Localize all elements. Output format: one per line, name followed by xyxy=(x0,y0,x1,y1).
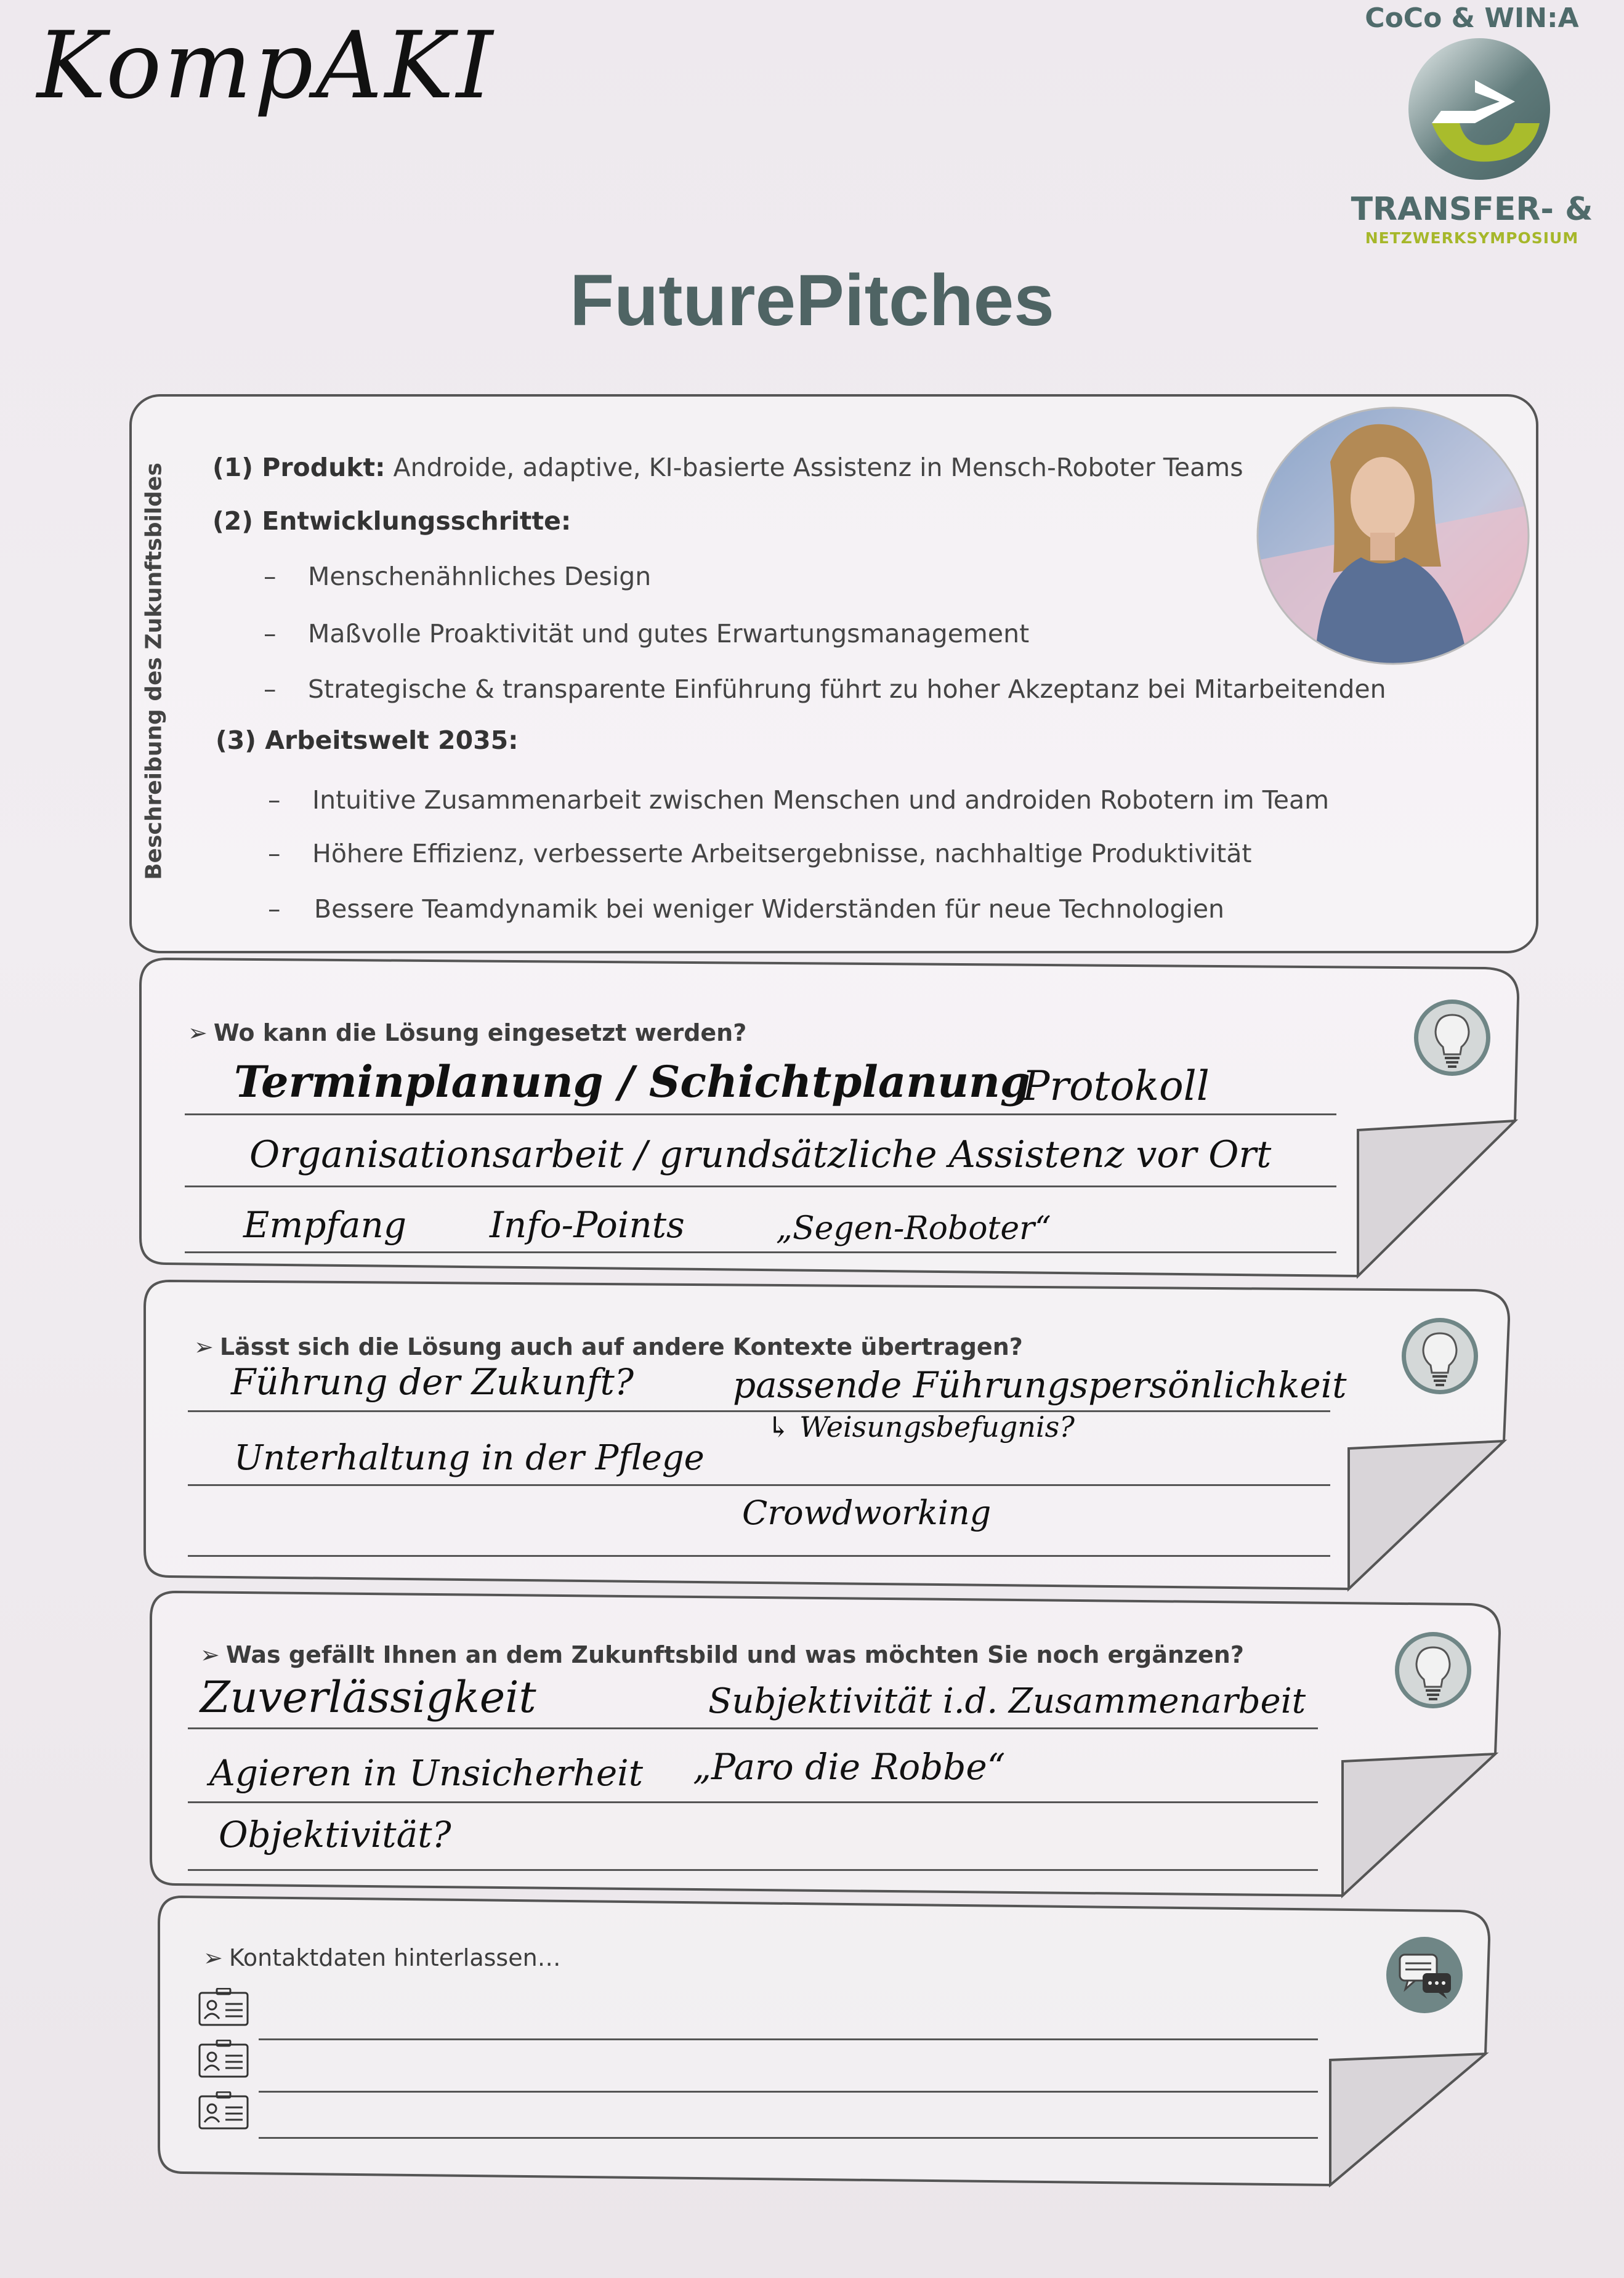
handwritten-answer: Zuverlässigkeit xyxy=(200,1672,536,1723)
answer-line xyxy=(188,1727,1318,1729)
question-3: ➢ Was gefällt Ihnen an dem Zukunftsbild und was möchten Sie noch ergänzen? xyxy=(200,1641,1244,1668)
handwritten-answer: Crowdworking xyxy=(742,1493,992,1532)
step-item: Maßvolle Proaktivität und gutes Erwartungsmanagement xyxy=(308,619,1030,648)
handwritten-answer: Unterhaltung in der Pflege xyxy=(234,1438,705,1478)
logo-text-line1: TRANSFER- & xyxy=(1351,191,1593,228)
handwritten-answer: Subjektivität i.d. Zusammenarbeit xyxy=(708,1681,1306,1721)
contact-card-icon xyxy=(198,2091,249,2130)
contact-line[interactable] xyxy=(259,2137,1318,2139)
handwritten-answer: ↳ Weisungsbefugnis? xyxy=(767,1410,1075,1444)
product-line: (1) Produkt: Androide, adaptive, KI-basierte Assistenz in Mensch-Roboter Teams xyxy=(212,453,1243,482)
contact-card-icon xyxy=(198,2040,249,2078)
page-title: FuturePitches xyxy=(570,260,1054,341)
workworld-heading: (3) Arbeitswelt 2035: xyxy=(216,725,519,755)
handwritten-answer: passende Führungspersönlichkeit xyxy=(733,1364,1347,1406)
contact-line[interactable] xyxy=(259,2038,1318,2040)
lightbulb-icon xyxy=(1393,1630,1473,1710)
contact-line[interactable] xyxy=(259,2091,1318,2093)
dash: – xyxy=(264,562,277,591)
handwritten-answer: „Segen-Roboter“ xyxy=(776,1210,1051,1247)
answer-line xyxy=(185,1251,1336,1253)
dash: – xyxy=(268,839,281,868)
handwritten-answer: „Paro die Robbe“ xyxy=(693,1746,1006,1788)
handwritten-answer: Agieren in Unsicherheit xyxy=(209,1752,644,1794)
handwritten-answer: Empfang xyxy=(243,1204,406,1246)
handwritten-answer: Terminplanung / Schichtplanung xyxy=(234,1056,1030,1107)
step-item: Strategische & transparente Einführung führt zu hoher Akzeptanz bei Mitarbeitenden xyxy=(308,674,1386,704)
answer-line xyxy=(185,1113,1336,1115)
step-item: Menschenähnliches Design xyxy=(308,562,652,591)
answer-line xyxy=(185,1185,1336,1187)
handwritten-answer: Organisationsarbeit / grundsätzliche Assistenz vor Ort xyxy=(249,1133,1272,1176)
dash: – xyxy=(264,619,277,648)
dash: – xyxy=(268,785,281,815)
answer-line xyxy=(188,1484,1330,1486)
answer-line xyxy=(188,1410,1330,1412)
contact-card-icon xyxy=(198,1988,249,2026)
chat-bubble-icon xyxy=(1384,1935,1464,2015)
handwritten-title: KompAKI xyxy=(37,12,496,119)
dash: – xyxy=(264,674,277,704)
lightbulb-icon xyxy=(1400,1316,1480,1396)
workworld-item: Intuitive Zusammenarbeit zwischen Menschen und androiden Robotern im Team xyxy=(312,785,1330,815)
handwritten-answer: Führung der Zukunft? xyxy=(231,1361,634,1403)
handwritten-answer: Protokoll xyxy=(1022,1062,1210,1110)
question-1: ➢ Wo kann die Lösung eingesetzt werden? xyxy=(188,1019,747,1046)
lightbulb-icon xyxy=(1412,998,1492,1078)
answer-line xyxy=(188,1801,1318,1803)
workworld-item: Bessere Teamdynamik bei weniger Widerständen für neue Technologien xyxy=(314,894,1225,924)
steps-heading: (2) Entwicklungsschritte: xyxy=(212,506,572,536)
question-2: ➢ Lässt sich die Lösung auch auf andere Kontexte übertragen? xyxy=(194,1333,1023,1360)
answer-line xyxy=(188,1869,1318,1871)
handwritten-answer: Objektivität? xyxy=(219,1814,451,1856)
logo-top-text: CoCo & WIN:A xyxy=(1365,2,1579,34)
answer-line xyxy=(188,1555,1330,1557)
logo-text-line2: NETZWERKSYMPOSIUM xyxy=(1365,229,1579,247)
description-side-label: Beschreibung des Zukunftsbildes xyxy=(141,462,167,880)
contact-prompt: ➢ Kontaktdaten hinterlassen… xyxy=(203,1944,561,1971)
handwritten-answer: Info-Points xyxy=(490,1204,685,1246)
workworld-item: Höhere Effizienz, verbesserte Arbeitsergebnisse, nachhaltige Produktivität xyxy=(312,839,1252,868)
dash: – xyxy=(268,894,281,924)
